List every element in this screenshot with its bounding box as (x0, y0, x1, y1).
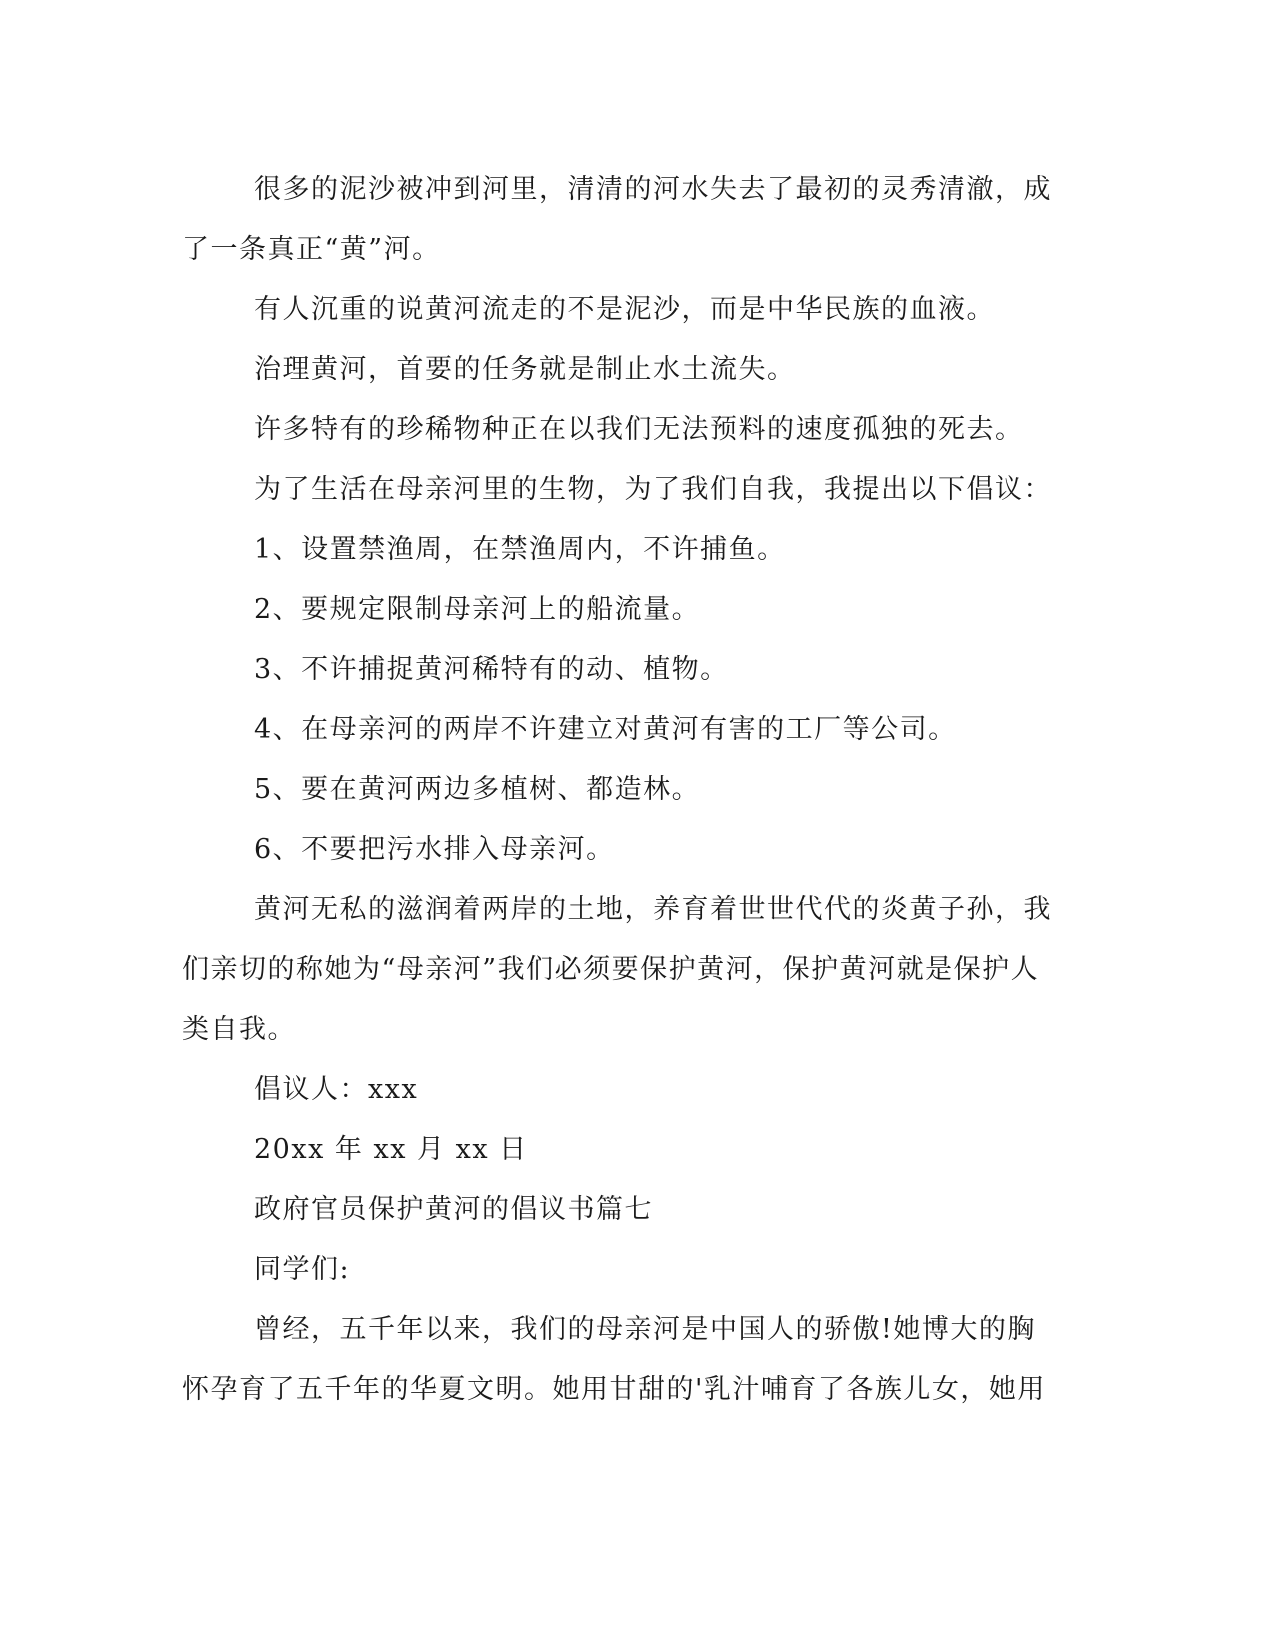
paragraph-mother-river: 黄河无私的滋润着两岸的土地，养育着世世代代的炎黄子孙，我们亲切的称她为“母亲河”我们必须要保护黄河，保护黄河就是保护人类自我。 (182, 894, 1052, 1045)
proposal-item-3: 3、不许捕捉黄河稀特有的动、植物。 (254, 654, 729, 685)
paragraph-proposal-intro: 为了生活在母亲河里的生物，为了我们自我，我提出以下倡议： (254, 474, 1052, 505)
proposal-item-1: 1、设置禁渔周，在禁渔周内，不许捕鱼。 (254, 534, 786, 565)
proposal-item-2: 2、要规定限制母亲河上的船流量。 (254, 594, 701, 625)
paragraph-soil-erosion: 治理黄河，首要的任务就是制止水土流失。 (254, 354, 796, 385)
proposal-item-6: 6、不要把污水排入母亲河。 (254, 834, 615, 865)
signature-proposer: 倡议人：xxx (254, 1074, 419, 1105)
section-title: 政府官员保护黄河的倡议书篇七 (254, 1194, 653, 1225)
paragraph-yellow-river-silt: 很多的泥沙被冲到河里，清清的河水失去了最初的灵秀清澈，成了一条真正“黄”河。 (182, 174, 1052, 265)
document-body (182, 160, 1062, 1420)
proposal-item-5: 5、要在黄河两边多植树、都造林。 (254, 774, 701, 805)
salutation: 同学们: (254, 1254, 351, 1285)
paragraph-five-thousand-years: 曾经，五千年以来，我们的母亲河是中国人的骄傲!她博大的胸怀孕育了五千年的华夏文明。她用甘甜的'乳汁哺育了各族儿女，她用 (182, 1314, 1046, 1405)
proposal-item-4: 4、在母亲河的两岸不许建立对黄河有害的工厂等公司。 (254, 714, 957, 745)
paragraph-rare-species: 许多特有的珍稀物种正在以我们无法预料的速度孤独的死去。 (254, 414, 1024, 445)
signature-date: 20xx 年 xx 月 xx 日 (254, 1134, 528, 1165)
paragraph-bloodline: 有人沉重的说黄河流走的不是泥沙，而是中华民族的血液。 (254, 294, 995, 325)
